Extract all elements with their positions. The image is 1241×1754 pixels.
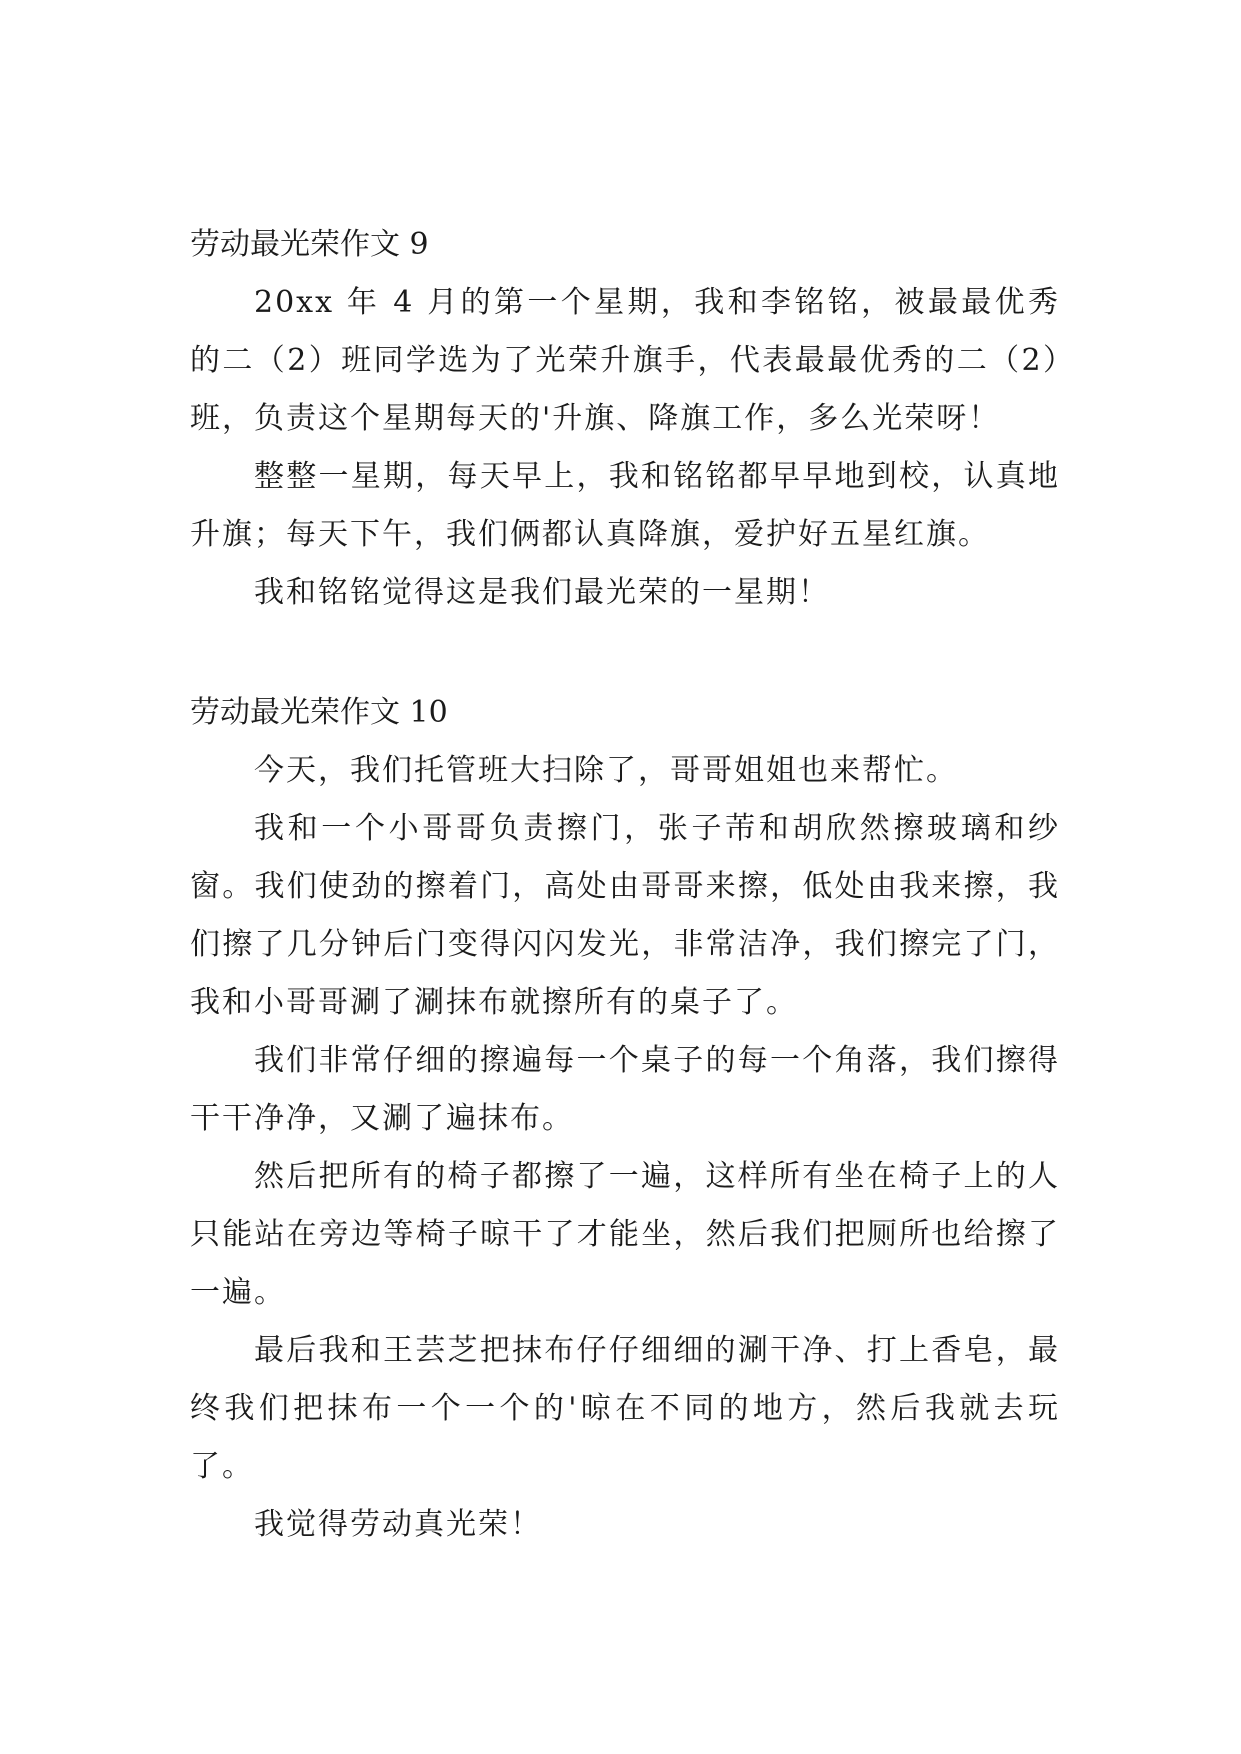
essay-paragraph: 今天，我们托管班大扫除了，哥哥姐姐也来帮忙。: [254, 753, 958, 788]
essay-paragraph: 整整一星期，每天早上，我和铭铭都早早地到校，认真地升旗；每天下午，我们俩都认真降旗，爱护好五星红旗。: [190, 459, 1060, 552]
document-content: [190, 216, 1060, 1554]
essay-paragraph: 我觉得劳动真光荣！: [254, 1507, 542, 1542]
essay-paragraph: 然后把所有的椅子都擦了一遍，这样所有坐在椅子上的人只能站在旁边等椅子晾干了才能坐，然后我们把厕所也给擦了一遍。: [190, 1159, 1060, 1310]
essay-paragraph: 20xx 年 4 月的第一个星期，我和李铭铭，被最最优秀的二（2）班同学选为了光荣升旗手，代表最最优秀的二（2）班，负责这个星期每天的'升旗、降旗工作，多么光荣呀！: [190, 285, 1060, 436]
essay-paragraph: 最后我和王芸芝把抹布仔仔细细的涮干净、打上香皂，最终我们把抹布一个一个的'晾在不同的地方，然后我就去玩了。: [190, 1333, 1060, 1484]
essay-section-10: [190, 684, 1060, 1554]
essay-title: 劳动最光荣作文 10: [190, 695, 448, 730]
essay-paragraph: 我们非常仔细的擦遍每一个桌子的每一个角落，我们擦得干干净净，又涮了遍抹布。: [190, 1043, 1060, 1136]
essay-section-9: [190, 216, 1060, 622]
essay-paragraph: 我和铭铭觉得这是我们最光荣的一星期！: [254, 575, 830, 610]
essay-paragraph: 我和一个小哥哥负责擦门，张子芾和胡欣然擦玻璃和纱窗。我们使劲的擦着门，高处由哥哥来擦，低处由我来擦，我们擦了几分钟后门变得闪闪发光，非常洁净，我们擦完了门，我和小哥哥涮了涮抹布就擦所有的桌子了。: [190, 811, 1060, 1020]
essay-title: 劳动最光荣作文 9: [190, 227, 429, 262]
